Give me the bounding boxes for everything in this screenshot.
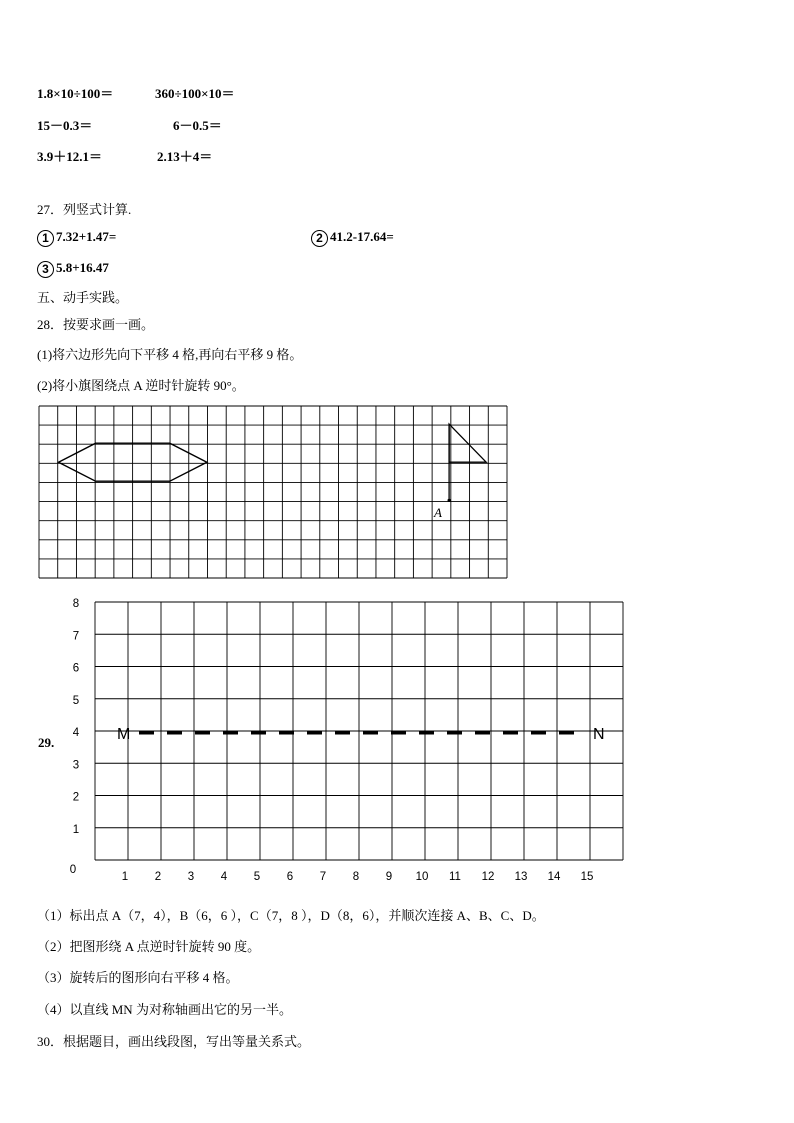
circled-number-2: 2 xyxy=(311,230,328,247)
q29-x-tick-label: 11 xyxy=(449,871,461,883)
label-n: N xyxy=(593,726,605,743)
q29-item-4: （4）以直线 MN 为对称轴画出它的另一半。 xyxy=(37,1002,292,1017)
q29-origin-label: 0 xyxy=(69,864,77,876)
q29-x-tick-label: 4 xyxy=(220,871,228,883)
section-5-heading: 五、动手实践。 xyxy=(37,290,129,305)
q28-grid-lines xyxy=(39,406,507,578)
q29-y-tick-label: 7 xyxy=(72,630,80,643)
q27-item-1-text: 7.32+1.47= xyxy=(56,229,117,244)
q29-x-tick-label: 10 xyxy=(415,871,429,883)
q27-item-2-text: 41.2-17.64= xyxy=(330,229,394,244)
q29-y-tick-labels xyxy=(73,598,80,836)
calc-row-3-left: 3.9＋12.1＝ xyxy=(37,149,103,164)
flag-triangle xyxy=(449,424,486,462)
q29-grid-lines xyxy=(95,602,623,860)
q28-item-1: (1)将六边形先向下平移 4 格,再向右平移 9 格。 xyxy=(37,347,303,362)
q29-x-tick-label: 5 xyxy=(253,871,261,883)
circled-number-1: 1 xyxy=(37,230,54,247)
q29-x-tick-label: 2 xyxy=(154,871,162,883)
q29-item-1: （1）标出点 A（7，4），B（6，6 ），C（7，8 ），D（8，6），并顺次连接 A、B、C、D。 xyxy=(37,908,545,923)
q29-y-tick-label: 6 xyxy=(72,662,80,675)
q27-item-3-text: 5.8+16.47 xyxy=(56,260,109,275)
calc-row-2-right: 6－0.5＝ xyxy=(173,118,222,133)
q29-x-tick-label: 3 xyxy=(187,871,195,883)
q29-y-tick-label: 8 xyxy=(72,598,80,610)
q29-coordinate-grid xyxy=(60,595,640,895)
q29-x-tick-label: 14 xyxy=(547,871,561,883)
calc-row-3-right: 2.13＋4＝ xyxy=(157,149,213,164)
q29-y-tick-label: 3 xyxy=(72,759,80,772)
point-a-dot xyxy=(448,499,451,502)
q29-x-tick-label: 9 xyxy=(385,871,393,883)
calc-row-1-left: 1.8×10÷100＝ xyxy=(37,86,114,101)
q27-item-1 xyxy=(37,229,116,247)
q29-x-tick-labels xyxy=(122,871,594,883)
q29-number: 29. xyxy=(38,735,55,750)
q27-item-2 xyxy=(311,229,394,247)
q28-title: 28．按要求画一画。 xyxy=(37,317,155,332)
q29-item-2: （2）把图形绕 A 点逆时针旋转 90 度。 xyxy=(37,939,261,954)
q28-grid xyxy=(38,405,508,580)
circled-number-3: 3 xyxy=(37,261,54,278)
q29-x-tick-label: 13 xyxy=(514,871,528,883)
point-a-label: A xyxy=(434,505,442,520)
q28-item-2: (2)将小旗图绕点 A 逆时针旋转 90°。 xyxy=(37,378,245,393)
q29-x-tick-label: 1 xyxy=(121,871,129,883)
q30-title: 30．根据题目，画出线段图，写出等量关系式。 xyxy=(37,1034,311,1049)
q29-x-tick-label: 6 xyxy=(286,871,294,883)
label-m: M xyxy=(117,726,131,743)
q29-x-tick-label: 15 xyxy=(580,871,594,883)
q29-x-tick-label: 12 xyxy=(481,871,495,883)
q29-y-tick-label: 1 xyxy=(72,823,80,836)
q27-title: 27．列竖式计算. xyxy=(37,202,132,217)
q29-item-3: （3）旋转后的图形向右平移 4 格。 xyxy=(37,970,239,985)
q29-x-tick-label: 8 xyxy=(352,871,360,883)
q29-y-tick-label: 5 xyxy=(72,694,80,707)
calc-row-1-right: 360÷100×10＝ xyxy=(155,86,235,101)
q29-y-tick-label: 4 xyxy=(72,727,80,739)
q29-y-tick-label: 2 xyxy=(72,791,80,804)
calc-row-2-left: 15－0.3＝ xyxy=(37,118,93,133)
q27-item-3 xyxy=(37,260,109,278)
q29-x-tick-label: 7 xyxy=(319,871,327,883)
